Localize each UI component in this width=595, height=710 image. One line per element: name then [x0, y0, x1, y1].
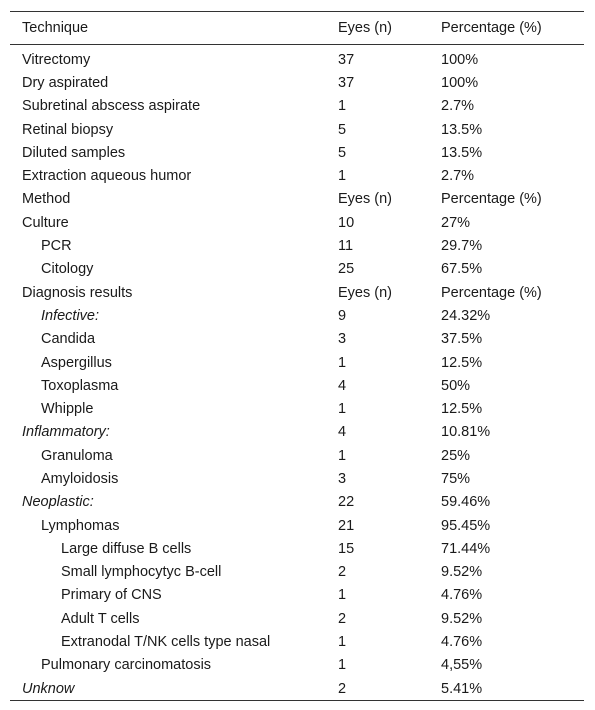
row-eyes: 1: [338, 447, 347, 464]
results-table-container: [10, 11, 584, 701]
table-row: [10, 71, 584, 94]
row-eyes: 15: [338, 540, 355, 557]
header-row: [10, 12, 584, 45]
row-percentage: 95.45%: [441, 517, 491, 534]
table-row: [10, 188, 584, 211]
table-row: [10, 561, 584, 584]
table-row: [10, 328, 584, 351]
row-eyes: 37: [338, 51, 355, 68]
row-label: Primary of CNS: [61, 587, 162, 604]
row-percentage: 5.41%: [441, 680, 483, 697]
table-body: [10, 45, 584, 701]
row-eyes: 37: [338, 74, 355, 91]
row-label: Pulmonary carcinomatosis: [41, 657, 212, 674]
row-eyes: 25: [338, 261, 355, 278]
row-label: Citology: [41, 261, 94, 278]
row-percentage: 12.5%: [441, 401, 483, 418]
table-row: [10, 444, 584, 467]
row-percentage: 10.81%: [441, 424, 491, 441]
row-eyes: 21: [338, 517, 355, 534]
results-table: [10, 11, 584, 701]
row-eyes: 11: [338, 238, 354, 255]
row-percentage: Percentage (%): [441, 191, 542, 208]
row-percentage: 12.5%: [441, 354, 483, 371]
row-label: Retinal biopsy: [22, 121, 114, 138]
row-eyes: 3: [338, 331, 347, 348]
table-row: [10, 258, 584, 281]
row-percentage: 4.76%: [441, 634, 483, 651]
row-percentage: 71.44%: [441, 540, 491, 557]
table-row: [10, 584, 584, 607]
row-eyes: Eyes (n): [338, 191, 392, 208]
row-eyes: 4: [338, 377, 347, 394]
row-eyes: 3: [338, 470, 347, 487]
row-label: Neoplastic:: [22, 494, 94, 511]
table-row: [10, 351, 584, 374]
row-eyes: 10: [338, 214, 355, 231]
row-percentage: 2.7%: [441, 168, 475, 185]
table-row: [10, 630, 584, 653]
row-eyes: 9: [338, 307, 347, 324]
row-eyes: 2: [338, 564, 347, 581]
row-label: Dry aspirated: [22, 74, 109, 91]
row-label: Unknow: [22, 680, 75, 697]
row-eyes: 22: [338, 494, 355, 511]
row-percentage: 27%: [441, 214, 471, 231]
row-percentage: 4,55%: [441, 657, 483, 674]
table-row: [10, 211, 584, 234]
row-label: Aspergillus: [41, 354, 112, 371]
row-eyes: 1: [338, 587, 347, 604]
table-row: [10, 304, 584, 327]
table-row: [10, 234, 584, 257]
row-label: Lymphomas: [41, 517, 120, 534]
row-eyes: 2: [338, 680, 347, 697]
table-row: [10, 654, 584, 677]
row-label: Inflammatory:: [22, 424, 110, 441]
table-row: [10, 397, 584, 420]
table-row: [10, 537, 584, 560]
row-percentage: 2.7%: [441, 98, 475, 115]
row-percentage: 24.32%: [441, 307, 491, 324]
row-percentage: 75%: [441, 470, 471, 487]
row-percentage: Percentage (%): [441, 284, 542, 301]
row-label: Candida: [41, 331, 96, 348]
row-label: Diagnosis results: [22, 284, 133, 301]
row-label: Vitrectomy: [22, 51, 91, 68]
row-eyes: 2: [338, 610, 347, 627]
row-eyes: 5: [338, 144, 347, 161]
row-eyes: Eyes (n): [338, 284, 392, 301]
row-label: Culture: [22, 214, 69, 231]
row-percentage: 37.5%: [441, 331, 483, 348]
table-row: [10, 374, 584, 397]
row-label: Method: [22, 191, 71, 208]
table-row: [10, 467, 584, 490]
header-percentage: Percentage (%): [441, 20, 542, 36]
row-label: Diluted samples: [22, 144, 126, 161]
table-row: [10, 45, 584, 72]
row-label: Toxoplasma: [41, 377, 119, 394]
header-eyes: Eyes (n): [338, 20, 392, 36]
row-eyes: 5: [338, 121, 347, 138]
table-row: [10, 677, 584, 701]
table-header: [10, 12, 584, 45]
row-eyes: 1: [338, 168, 347, 185]
table-row: [10, 421, 584, 444]
row-label: Adult T cells: [61, 610, 140, 627]
row-label: Infective:: [41, 307, 100, 324]
row-percentage: 9.52%: [441, 610, 483, 627]
table-row: [10, 491, 584, 514]
row-percentage: 59.46%: [441, 494, 491, 511]
table-row: [10, 281, 584, 304]
row-label: Subretinal abscess aspirate: [22, 98, 201, 115]
table-row: [10, 141, 584, 164]
row-eyes: 4: [338, 424, 347, 441]
row-label: Large diffuse B cells: [61, 540, 192, 557]
row-eyes: 1: [338, 354, 347, 371]
row-label: PCR: [41, 238, 72, 255]
row-percentage: 50%: [441, 377, 471, 394]
row-percentage: 13.5%: [441, 121, 483, 138]
row-label: Small lymphocytyc B-cell: [61, 564, 222, 581]
row-label: Amyloidosis: [41, 470, 119, 487]
row-label: Extraction aqueous humor: [22, 168, 192, 185]
row-eyes: 1: [338, 98, 347, 115]
table-row: [10, 95, 584, 118]
row-eyes: 1: [338, 657, 347, 674]
table-row: [10, 164, 584, 187]
row-eyes: 1: [338, 634, 347, 651]
row-percentage: 67.5%: [441, 261, 483, 278]
row-percentage: 25%: [441, 447, 471, 464]
row-label: Extranodal T/NK cells type nasal: [61, 634, 271, 651]
row-percentage: 29.7%: [441, 238, 483, 255]
header-technique: Technique: [22, 20, 89, 36]
row-label: Whipple: [41, 401, 94, 418]
row-eyes: 1: [338, 401, 347, 418]
table-row: [10, 514, 584, 537]
table-row: [10, 118, 584, 141]
row-label: Granuloma: [41, 447, 113, 464]
table-row: [10, 607, 584, 630]
row-percentage: 4.76%: [441, 587, 483, 604]
row-percentage: 9.52%: [441, 564, 483, 581]
row-percentage: 100%: [441, 74, 479, 91]
row-percentage: 13.5%: [441, 144, 483, 161]
row-percentage: 100%: [441, 51, 479, 68]
